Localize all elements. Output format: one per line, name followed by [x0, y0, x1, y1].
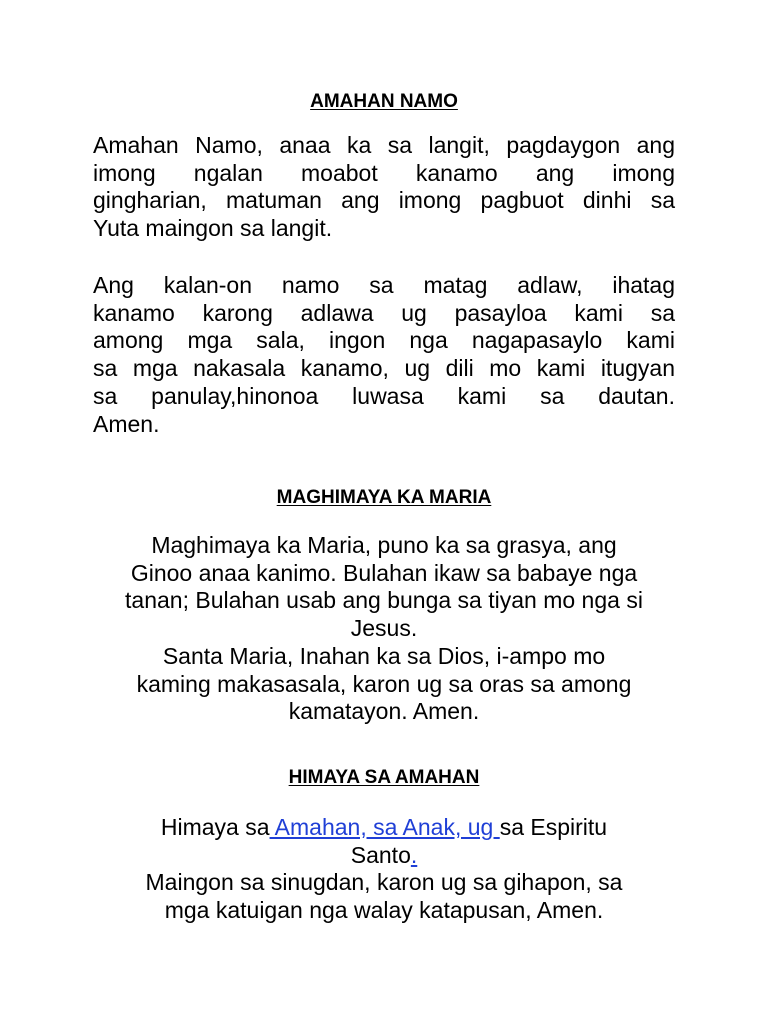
text-line: mga katuigan nga walay katapusan, Amen. — [164, 897, 604, 924]
text-line: Santa Maria, Inahan ka sa Dios, i-ampo mo — [162, 642, 606, 669]
text-segment: Himaya sa — [160, 814, 270, 840]
heading-maghimaya-ka-maria: MAGHIMAYA KA MARIA — [276, 487, 492, 508]
hyperlink-amahan-anak[interactable]: Amahan, sa Anak, ug — [269, 814, 500, 840]
text-line: Amen. — [93, 410, 160, 437]
text-line: kanamo karong adlawa ug pasayloa kami sa — [93, 299, 675, 326]
amahan-namo-paragraph-2 — [93, 272, 675, 438]
text-line: Jesus. — [350, 615, 418, 642]
text-line: among mga sala, ingon nga nagapasaylo kami — [93, 327, 675, 354]
text-line: Maghimaya ka Maria, puno ka sa grasya, ang — [151, 532, 617, 558]
text-line: Ginoo anaa kanimo. Bulahan ikaw sa babaye nga — [130, 559, 638, 586]
amahan-namo-paragraph-1 — [93, 132, 675, 243]
text-line: tanan; Bulahan usab ang bunga sa tiyan mo nga si — [125, 587, 643, 614]
text-line — [60, 842, 708, 870]
heading-himaya-sa-amahan: HIMAYA SA AMAHAN — [288, 767, 480, 788]
heading-amahan-namo: AMAHAN NAMO — [310, 91, 458, 112]
text-line: sa panulay,hinonoa luwasa kami sa dautan. — [93, 382, 675, 409]
text-segment: sa Espiritu — [499, 814, 608, 840]
text-line: gingharian, matuman ang imong pagbuot dinhi sa — [93, 187, 675, 214]
text-line: kamatayon. Amen. — [288, 698, 480, 725]
text-line — [60, 814, 708, 842]
text-line: Amahan Namo, anaa ka sa langit, pagdaygon ang — [93, 132, 675, 158]
text-line: sa mga nakasala kanamo, ug dili mo kami itugyan — [93, 355, 675, 382]
text-line: Ang kalan-on namo sa matag adlaw, ihatag — [93, 272, 675, 298]
text-segment: Santo — [350, 841, 411, 868]
himaya-sa-amahan-paragraph — [60, 814, 708, 925]
maghimaya-ka-maria-paragraph — [60, 532, 708, 726]
text-line: Yuta maingon sa langit. — [93, 215, 333, 242]
hyperlink-period[interactable]: . — [410, 841, 418, 868]
text-line: kaming makasasala, karon ug sa oras sa among — [136, 670, 632, 697]
text-line: imong ngalan moabot kanamo ang imong — [93, 159, 675, 186]
text-line: Maingon sa sinugdan, karon ug sa gihapon, sa — [145, 869, 623, 896]
